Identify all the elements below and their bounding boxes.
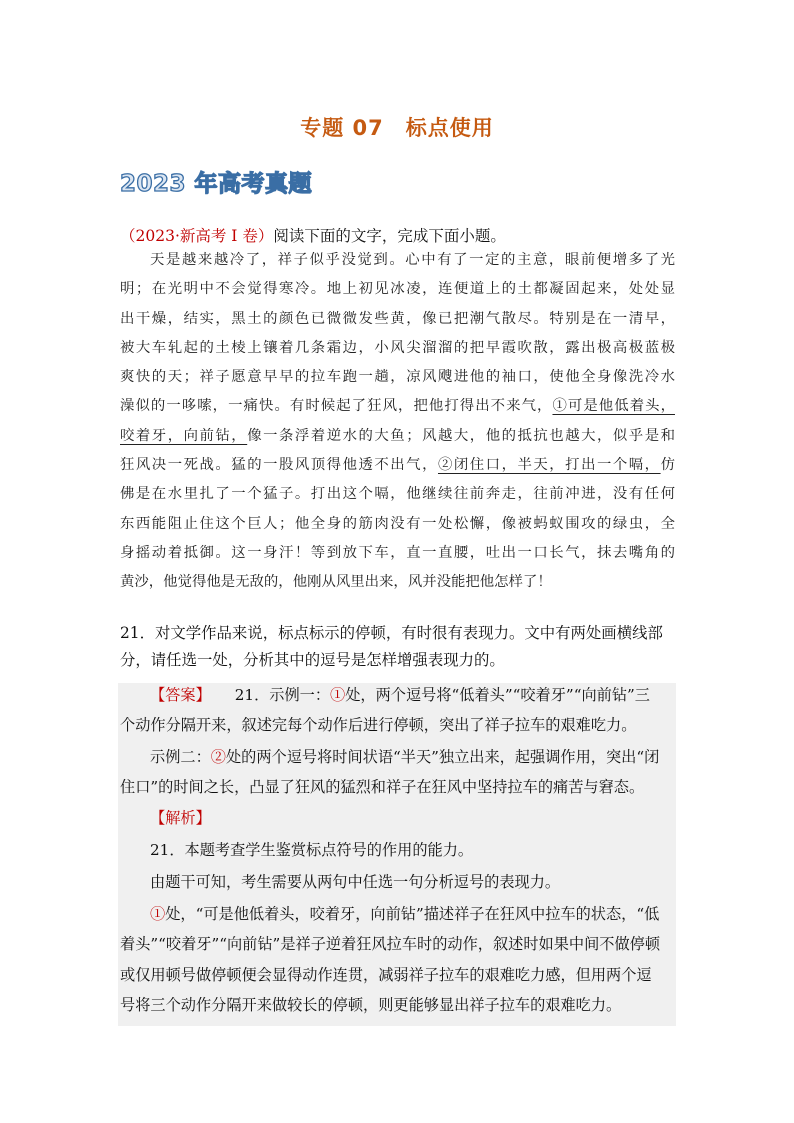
answer-tag: 【答案】 (150, 686, 211, 704)
answer-line (120, 742, 675, 772)
passage-text: 狂风决一死战。猛的一股风顶得他透不出气， (120, 457, 438, 474)
passage-text: 澡似的一哆嗦，一痛快。有时候起了狂风，把他打得出不来气， (120, 398, 553, 415)
underlined-part-1: ①可是他低着头， (552, 398, 675, 415)
underlined-part-1-cont: 咬着牙，向前钻， (120, 427, 248, 444)
question-line: 21．对文学作品来说，标点标示的停顿，有时很有表现力。文中有两处画横线部 (120, 624, 663, 642)
analysis-line: 着头”“咬着牙”“向前钻”是祥子逆着狂风拉车时的动作，叙述时如果中间不做停顿 (120, 935, 661, 953)
passage-text: 像一条浮着逆水的大鱼；风越大，他的抵抗也越大，似乎是和 (247, 427, 675, 444)
section-heading: 2023 年高考真题 (120, 171, 313, 197)
passage-text: 仿 (660, 457, 675, 474)
question-intro (120, 224, 506, 248)
example-label: 示例二： (150, 748, 211, 766)
answer-line: 个动作分隔开来，叙述完每个动作后进行停顿，突出了祥子拉车的艰难吃力。 (120, 716, 637, 734)
circled-number-1: ① (330, 686, 346, 704)
analysis-line: 21．本题考查学生鉴赏标点符号的作用的能力。 (150, 841, 474, 859)
analysis-line: 或仅用顿号做停顿便会显得动作连贯，减弱祥子拉车的艰难吃力感，但用两个逗 (120, 966, 652, 984)
reading-passage (120, 246, 675, 598)
analysis-line (120, 899, 675, 929)
analysis-line: 由题干可知，考生需要从两句中任选一句分析逗号的表现力。 (150, 873, 561, 891)
analysis-line (120, 803, 675, 833)
passage-line: 出干燥，结实，黑土的颜色已微微发些黄，像已把潮气散尽。特别是在一清早， (120, 310, 675, 327)
passage-line: 佛是在水里扎了一个猛子。打出这个嗝，他继续往前奔走，往前冲进，没有任何 (120, 486, 675, 503)
passage-line: 被大车轧起的土棱上镶着几条霜边，小风尖溜溜的把早霞吹散，露出极高极蓝极 (120, 339, 675, 356)
source-label: （2023·新高考 I 卷） (120, 227, 274, 245)
answer-text: 处，两个逗号将“低着头”“咬着牙”“向前钻”三 (345, 686, 650, 704)
page-title: 专题 07 标点使用 (300, 116, 494, 140)
question-21 (120, 620, 675, 674)
circled-number-1: ① (150, 905, 166, 923)
passage-line: 黄沙，他觉得他是无敌的，他刚从风里出来，风并没能把他怎样了！ (120, 574, 552, 591)
answer-line: 住口”的时间之长，凸显了狂风的猛烈和祥子在狂风中坚持拉车的痛苦与窘态。 (120, 778, 645, 796)
answer-text: 处的两个逗号将时间状语“半天”独立出来，起强调作用，突出“闭 (225, 748, 660, 766)
passage-line: 天是越来越冷了，祥子似乎没觉到。心中有了一定的主意，眼前便增多了光 (150, 252, 675, 268)
passage-line: 东西能阻止住这个巨人；他全身的筋肉没有一处松懈，像被蚂蚁围攻的绿虫，全 (120, 515, 675, 532)
answer-number: 21．示例一： (234, 686, 331, 704)
analysis-line: 号将三个动作分隔开来做较长的停顿，则更能够显出祥子拉车的艰难吃力。 (120, 996, 622, 1014)
analysis-text: 处，“可是他低着头，咬着牙，向前钻”描述祥子在狂风中拉车的状态，“低 (165, 905, 660, 923)
circled-number-2: ② (210, 748, 226, 766)
passage-line (120, 392, 675, 421)
passage-line (120, 451, 675, 480)
passage-line (120, 422, 675, 451)
analysis-tag: 【解析】 (150, 809, 211, 827)
question-line: 分，请任选一处，分析其中的逗号是怎样增强表现力的。 (120, 651, 505, 669)
passage-line: 爽快的天；祥子愿意早早的拉车跑一趟，凉风飕进他的袖口，使他全身像洗冷水 (120, 369, 675, 386)
answer-line (120, 680, 675, 710)
passage-line: 身摇动着抵御。这一身汗！等到放下车，直一直腰，吐出一口长气，抹去嘴角的 (120, 544, 675, 561)
passage-line: 明；在光明中不会觉得寒冷。地上初见冰凌，连便道上的土都凝固起来，处处显 (120, 281, 675, 298)
underlined-part-2: ②闭住口，半天，打出一个嗝， (437, 457, 661, 474)
instruction-text: 阅读下面的文字，完成下面小题。 (273, 227, 506, 245)
